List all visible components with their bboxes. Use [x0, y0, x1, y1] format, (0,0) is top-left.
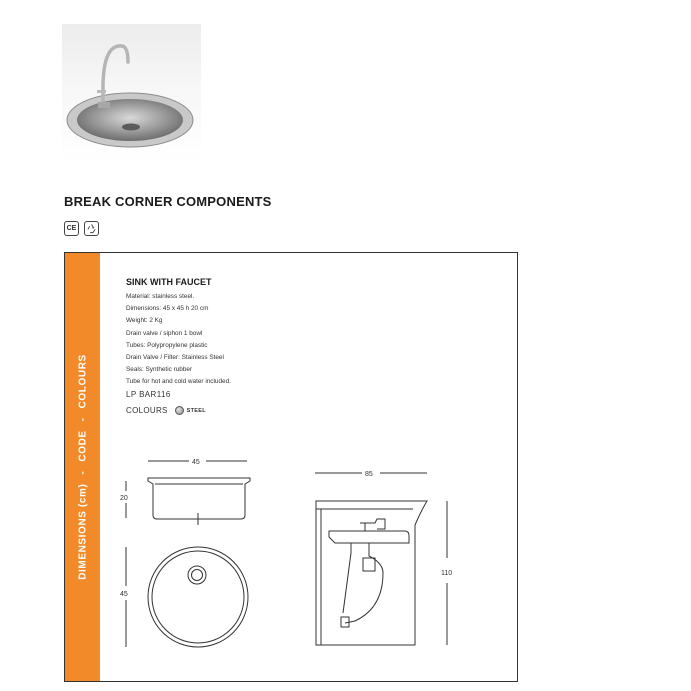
sink-basin-section: [329, 531, 409, 543]
dim-sink-depth: 45: [120, 591, 128, 598]
spec-line: Tubes: Polypropylene plastic: [126, 341, 208, 349]
colour-option-label: STEEL: [186, 407, 206, 414]
spec-line: Tube for hot and cold water included.: [126, 378, 231, 386]
side-label-dimensions: DIMENSIONS (cm): [77, 483, 88, 580]
faucet-section: [360, 519, 385, 531]
side-label-separator: -: [77, 470, 88, 475]
sink-drain: [122, 124, 140, 131]
product-panel: [64, 252, 518, 682]
spec-line: Dimensions: 45 x 45 h 20 cm: [126, 305, 209, 313]
technical-drawings: [65, 253, 517, 681]
section-title: BREAK CORNER COMPONENTS: [64, 194, 272, 209]
dim-sink-height: 20: [120, 495, 128, 502]
dim-unit-width: 85: [365, 471, 373, 478]
sink-top-view-inner: [152, 551, 244, 643]
drain-pipe: [343, 543, 351, 613]
dim-sink-width: 45: [192, 459, 200, 466]
sink-drain-top: [188, 566, 206, 584]
side-label-code: CODE: [77, 430, 88, 462]
sink-top-view-outer: [148, 547, 248, 647]
product-code: LP BAR116: [126, 390, 171, 399]
product-photo: [62, 24, 201, 163]
spec-line: Drain Valve / Filter: Stainless Steel: [126, 354, 224, 362]
recycle-icon: [84, 221, 99, 236]
spec-line: Drain valve / siphon 1 bowl: [126, 329, 203, 337]
ce-mark-icon: CE: [64, 221, 79, 236]
side-label-colours: COLOURS: [77, 354, 88, 409]
sink-bowl: [77, 99, 183, 141]
side-label-separator: -: [77, 417, 88, 422]
colours-label: COLOURS: [126, 406, 168, 415]
dim-unit-height: 110: [441, 570, 453, 577]
product-name: SINK WITH FAUCET: [126, 277, 212, 287]
spec-line: Material: stainless steel.: [126, 293, 195, 300]
spec-line: Weight: 2 Kg: [126, 317, 163, 325]
spec-line: Seals: Synthetic rubber: [126, 366, 193, 374]
